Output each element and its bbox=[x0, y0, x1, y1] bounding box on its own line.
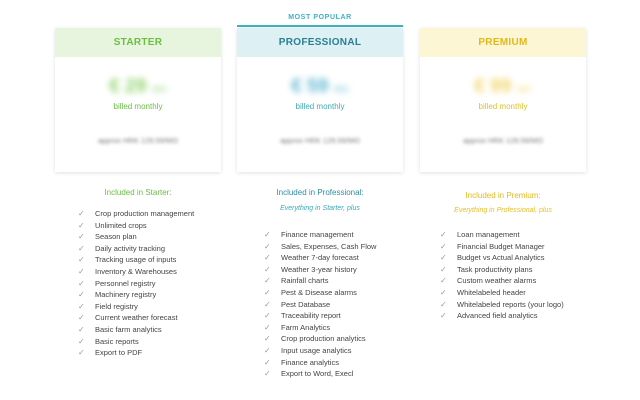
checkmark-icon: ✓ bbox=[78, 336, 85, 346]
checkmark-icon: ✓ bbox=[264, 357, 271, 367]
feature-item bbox=[440, 299, 564, 311]
feature-item bbox=[264, 333, 376, 345]
checkmark-icon: ✓ bbox=[264, 230, 271, 239]
approx-price: approx HRK 129.59/MO bbox=[97, 136, 179, 145]
feature-item bbox=[78, 231, 194, 243]
feature-label: Export to Word, Execl bbox=[281, 369, 354, 379]
feature-label: Advanced field analytics bbox=[457, 311, 538, 321]
feature-label: Crop production management bbox=[95, 209, 195, 218]
checkmark-icon: ✓ bbox=[440, 311, 447, 321]
price-period: /MO bbox=[333, 85, 349, 94]
feature-item bbox=[440, 252, 564, 264]
feature-label: Weather 3-year history bbox=[281, 264, 357, 274]
feature-label: Field registry bbox=[95, 301, 138, 311]
feature-item bbox=[440, 275, 564, 287]
feature-label: Crop production analytics bbox=[281, 334, 366, 344]
included-subtitle: Everything in Starter, plus bbox=[280, 205, 360, 212]
feature-label: Pest & Disease alarms bbox=[281, 287, 357, 297]
price-period: /MO bbox=[516, 85, 532, 94]
feature-label: Loan management bbox=[457, 230, 520, 239]
price-period: /MO bbox=[151, 85, 167, 94]
feature-item bbox=[440, 310, 564, 322]
checkmark-icon: ✓ bbox=[78, 255, 85, 265]
feature-label: Inventory & Warehouses bbox=[95, 266, 177, 276]
feature-item bbox=[264, 275, 376, 287]
feature-list bbox=[264, 229, 376, 380]
checkmark-icon: ✓ bbox=[440, 230, 447, 239]
checkmark-icon: ✓ bbox=[440, 253, 447, 263]
checkmark-icon: ✓ bbox=[264, 322, 271, 332]
feature-label: Whitelabeled reports (your logo) bbox=[457, 299, 564, 309]
price-amount: € 29 bbox=[109, 76, 147, 97]
feature-label: Financial Budget Manager bbox=[457, 241, 545, 251]
checkmark-icon: ✓ bbox=[440, 276, 447, 286]
feature-label: Task productivity plans bbox=[457, 264, 533, 274]
checkmark-icon: ✓ bbox=[78, 232, 85, 242]
plan-name: STARTER bbox=[55, 28, 221, 57]
feature-label: Machinery registry bbox=[95, 290, 157, 300]
feature-label: Daily activity tracking bbox=[95, 243, 166, 253]
checkmark-icon: ✓ bbox=[78, 324, 85, 334]
included-subtitle: Everything in Professional, plus bbox=[454, 207, 552, 214]
checkmark-icon: ✓ bbox=[78, 301, 85, 311]
checkmark-icon: ✓ bbox=[264, 241, 271, 251]
feature-item bbox=[440, 229, 564, 241]
checkmark-icon: ✓ bbox=[264, 311, 271, 321]
approx-price: approx HRK 129.59/MO bbox=[462, 136, 544, 145]
checkmark-icon: ✓ bbox=[264, 299, 271, 309]
checkmark-icon: ✓ bbox=[264, 369, 271, 379]
plan-price bbox=[55, 76, 221, 98]
checkmark-icon: ✓ bbox=[264, 276, 271, 286]
checkmark-icon: ✓ bbox=[264, 264, 271, 274]
feature-label: Farm Analytics bbox=[281, 322, 331, 332]
plan-price bbox=[237, 76, 403, 98]
feature-label: Rainfall charts bbox=[281, 276, 329, 286]
feature-item bbox=[78, 278, 194, 290]
feature-list bbox=[440, 229, 564, 322]
included-title: Included in Starter: bbox=[104, 188, 172, 197]
billing-period: billed monthly bbox=[113, 102, 163, 111]
feature-item bbox=[78, 336, 194, 348]
included-title: Included in Professional: bbox=[276, 188, 364, 197]
checkmark-icon: ✓ bbox=[264, 334, 271, 344]
most-popular-label: MOST POPULAR bbox=[288, 14, 352, 21]
feature-label: Unlimited crops bbox=[95, 220, 147, 230]
feature-item bbox=[264, 310, 376, 322]
feature-label: Finance analytics bbox=[281, 357, 339, 367]
checkmark-icon: ✓ bbox=[440, 264, 447, 274]
checkmark-icon: ✓ bbox=[78, 266, 85, 276]
checkmark-icon: ✓ bbox=[264, 287, 271, 297]
plan-name: PREMIUM bbox=[420, 28, 586, 57]
feature-label: Personnel registry bbox=[95, 278, 156, 288]
feature-item bbox=[264, 368, 376, 380]
plan-price bbox=[420, 76, 586, 98]
checkmark-icon: ✓ bbox=[78, 220, 85, 230]
feature-item bbox=[264, 252, 376, 264]
feature-label: Input usage analytics bbox=[281, 345, 352, 355]
feature-label: Traceability report bbox=[281, 311, 341, 321]
feature-label: Current weather forecast bbox=[95, 313, 178, 323]
feature-label: Season plan bbox=[95, 232, 137, 242]
checkmark-icon: ✓ bbox=[440, 241, 447, 251]
feature-item bbox=[78, 312, 194, 324]
feature-label: Sales, Expenses, Cash Flow bbox=[281, 241, 377, 251]
feature-item bbox=[78, 347, 194, 359]
checkmark-icon: ✓ bbox=[440, 299, 447, 309]
feature-item bbox=[78, 301, 194, 313]
feature-label: Pest Database bbox=[281, 299, 331, 309]
feature-item bbox=[78, 289, 194, 301]
checkmark-icon: ✓ bbox=[264, 253, 271, 263]
checkmark-icon: ✓ bbox=[440, 287, 447, 297]
included-title: Included in Premium: bbox=[465, 191, 541, 200]
feature-label: Weather 7-day forecast bbox=[281, 253, 359, 263]
feature-item bbox=[78, 266, 194, 278]
approx-price: approx HRK 129.59/MO bbox=[279, 136, 361, 145]
feature-label: Budget vs Actual Analytics bbox=[457, 253, 545, 263]
feature-label: Whitelabeled header bbox=[457, 287, 526, 297]
checkmark-icon: ✓ bbox=[78, 348, 85, 358]
feature-item bbox=[264, 287, 376, 299]
billing-period: billed monthly bbox=[478, 102, 528, 111]
feature-item bbox=[78, 220, 194, 232]
feature-item bbox=[78, 243, 194, 255]
checkmark-icon: ✓ bbox=[78, 209, 85, 218]
feature-item bbox=[78, 208, 194, 220]
price-amount: € 99 bbox=[474, 76, 512, 97]
feature-item bbox=[440, 287, 564, 299]
feature-item bbox=[78, 254, 194, 266]
plan-name: PROFESSIONAL bbox=[237, 28, 403, 57]
feature-label: Custom weather alarms bbox=[457, 276, 537, 286]
billing-period: billed monthly bbox=[295, 102, 345, 111]
feature-item bbox=[264, 229, 376, 241]
feature-item bbox=[264, 322, 376, 334]
feature-label: Basic farm analytics bbox=[95, 324, 162, 334]
feature-item bbox=[264, 345, 376, 357]
feature-item bbox=[264, 357, 376, 369]
most-popular-bar bbox=[237, 25, 403, 27]
plan-card-professional[interactable] bbox=[237, 28, 403, 172]
checkmark-icon: ✓ bbox=[78, 313, 85, 323]
checkmark-icon: ✓ bbox=[78, 243, 85, 253]
feature-item bbox=[440, 241, 564, 253]
feature-label: Export to PDF bbox=[95, 348, 143, 358]
feature-item bbox=[264, 264, 376, 276]
checkmark-icon: ✓ bbox=[264, 345, 271, 355]
feature-item bbox=[264, 241, 376, 253]
plan-card-starter[interactable] bbox=[55, 28, 221, 172]
checkmark-icon: ✓ bbox=[78, 290, 85, 300]
price-amount: € 59 bbox=[291, 76, 329, 97]
plan-card-premium[interactable] bbox=[420, 28, 586, 172]
feature-item bbox=[264, 299, 376, 311]
checkmark-icon: ✓ bbox=[78, 278, 85, 288]
feature-item bbox=[440, 264, 564, 276]
feature-item bbox=[78, 324, 194, 336]
feature-list bbox=[78, 208, 194, 359]
feature-label: Finance management bbox=[281, 230, 354, 239]
feature-label: Basic reports bbox=[95, 336, 139, 346]
feature-label: Tracking usage of inputs bbox=[95, 255, 177, 265]
